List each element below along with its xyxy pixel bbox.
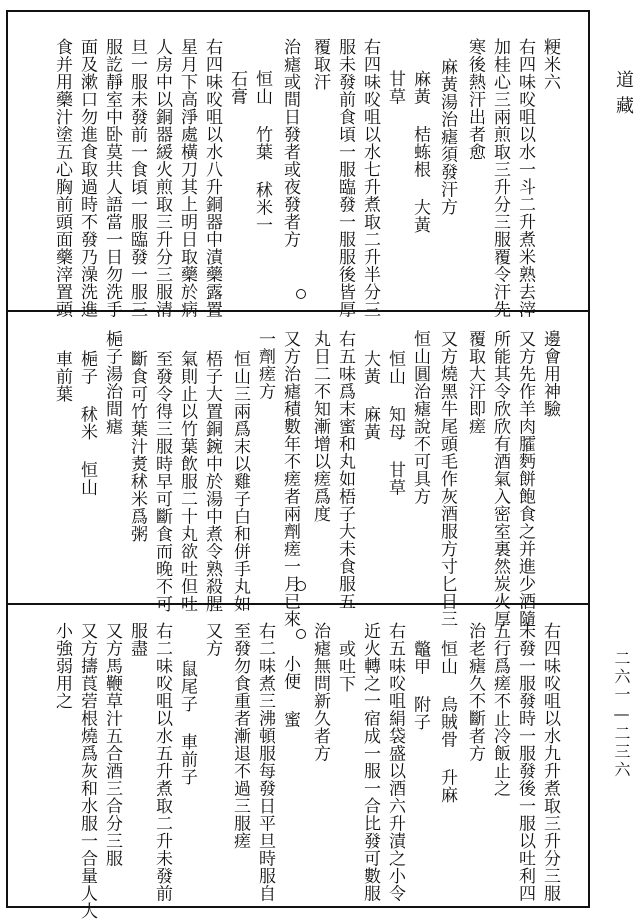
binding-circle [296, 629, 306, 639]
text-column: 所能其令欣欣有酒氣入密室裏然炭火厚 [490, 330, 510, 628]
text-column: 右二味煮三沸頓服每發日平旦時服自 [255, 622, 275, 902]
text-column: 五行爲瘥不止冷飯止之 [490, 622, 510, 797]
binding-circle [296, 289, 306, 299]
text-column: 甘草 [385, 70, 405, 105]
text-column: 斷食可竹葉汁煑秫米爲粥 [127, 350, 147, 543]
text-column: 右四味㕮咀以水一斗二升煮米熟去滓 [515, 38, 535, 318]
text-column: 至發令得三服時早可斷食而晚不可 [152, 350, 172, 613]
text-column: 鼠尾子 車前子 [177, 660, 197, 786]
text-column: 梔子 秫米 恒山 [77, 350, 97, 496]
text-column: 近火轉之一宿成一服一合比發可數服 [360, 622, 380, 902]
text-column: 右五味爲末蜜和丸如梧子大未食服五 [335, 330, 355, 610]
text-column: 恒山圓治瘧說不可具方 [410, 330, 430, 505]
text-column: 或吐下 [335, 640, 355, 693]
text-column: 治瘧無問新久者方 [310, 622, 330, 762]
text-column: 食并用藥汁塗五心胸前頭面藥滓置頭 [52, 38, 72, 318]
text-column: 丸日二不知漸增以瘥爲度 [310, 330, 330, 523]
text-column: 加桂心三兩煎取三升分三服覆令汗先 [490, 38, 510, 318]
source-title: 道藏 [613, 70, 634, 122]
text-column: 又方治瘧積數年不瘥者兩劑瘥一月已來 [280, 330, 300, 628]
text-column: 鼈甲 附子 [410, 640, 430, 731]
text-column: 治瘧或間日發者或夜發者方 [280, 38, 300, 248]
text-column: 服未發前食頃一服臨發一服服後皆厚 [335, 38, 355, 318]
text-column: 治老瘧久不斷者方 [465, 622, 485, 762]
text-column: 覆取大汗即瘥 [465, 330, 485, 435]
text-column: 又方擣莨菪根燒爲灰和水服一合量人大 [77, 622, 97, 920]
text-column: 又方燒黑牛尾頭毛作灰酒服方寸匕日三 [437, 330, 457, 628]
text-column: 恒山 烏賊骨 升麻 [437, 640, 457, 804]
text-column: 麻黃 桔𬟽根 大黃 [410, 70, 430, 234]
text-column: 人房中以銅器緩火煎取三升分三服清 [152, 38, 172, 318]
text-column: 車前葉 [52, 350, 72, 403]
text-column: 右四味㕮咀以水九升煮取三升分三服 [540, 622, 560, 902]
text-column: 梧子大置銅鋺中於湯中煮令熟殺腥 [202, 350, 222, 613]
text-column: 寒後熱汗出者愈 [465, 38, 485, 161]
text-column: 大黃 麻黃 [360, 350, 380, 441]
text-column: 又方先作羊肉臛麪餅飽食之并進少酒隨 [515, 330, 535, 628]
text-column: 右二味㕮咀以水五升煮取二升未發前 [152, 622, 172, 902]
text-column: 氣則止以竹葉飲服二十丸欲吐但吐 [177, 350, 197, 613]
text-column: 服訖靜室中卧莫共人語當一日勿洗手 [102, 38, 122, 318]
text-column: 麻黃湯治瘧須發汗方 [437, 58, 457, 216]
text-column: 又方馬鞭草汁五合酒三合分三服 [102, 622, 122, 867]
text-column: 覆取汗 [310, 38, 330, 91]
text-column: 恒山 竹葉 秫米一 [252, 70, 272, 234]
text-column: 小便 蜜 [280, 655, 300, 728]
text-column: 石膏 [227, 70, 247, 105]
text-column: 服盡 [127, 622, 147, 657]
text-column: 星月下高淨處橫刀其上明日取藥於病 [177, 38, 197, 318]
text-column: 一劑瘥方 [255, 330, 275, 400]
text-column: 又方 [202, 622, 222, 657]
text-column: 邊會用神驗 [540, 330, 560, 418]
text-column: 右四味㕮咀以水八升銅器中漬藥露置 [202, 38, 222, 318]
text-column: 粳米六 [540, 38, 560, 91]
text-column: 恒山三兩爲末以雞子白和併手丸如 [230, 350, 250, 613]
page-number: 二六一—二三六 [612, 650, 631, 779]
text-column: 未發一服發時一服發後一服以吐利四 [515, 622, 535, 902]
text-column: 旦一服未發前一食頃一服臨發一服三 [127, 38, 147, 318]
text-column: 恒山 知母 甘草 [385, 350, 405, 496]
text-column: 右五味㕮咀絹袋盛以酒六升漬之小令 [385, 622, 405, 902]
text-column: 右四味㕮咀以水七升煮取二升半分三 [360, 38, 380, 318]
text-column: 小強弱用之 [52, 622, 72, 710]
text-column: 至發勿食重者漸退不過三服瘥 [230, 622, 250, 850]
text-column: 面及漱口勿進食取過時不發乃澡洗進 [77, 38, 97, 318]
text-column: 梔子湯治間瘧 [102, 330, 122, 435]
